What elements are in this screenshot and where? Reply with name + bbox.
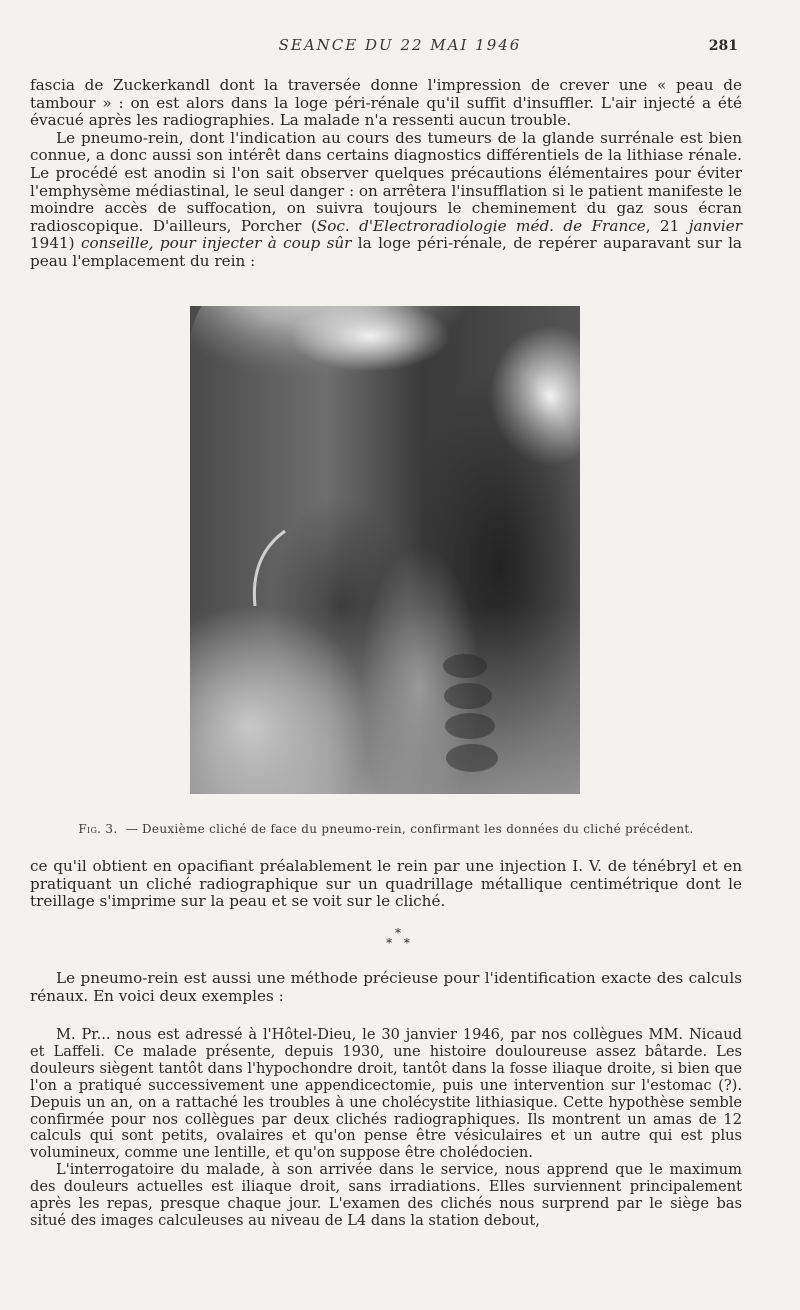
figure-caption-text: — Deuxième cliché de face du pneumo-rein, confirmant les données du cliché précédent. <box>125 822 694 836</box>
paragraph-calculs: Le pneumo-rein est aussi une méthode précieuse pour l'identification exacte des calculs rénaux. En voici deux exemples : <box>30 969 742 1005</box>
para2-start: Le pneumo-rein, dont l'indication au cours des tumeurs de la glande surrénale est bien connue, a donc aussi son intérêt dans certains diagnostics différentiels de la lithiase rénale. Le procédé est anodin si l'on sait observer quelques précautions élémentaires pour éviter l'emphysème médiastinal, le seul danger : on arrêtera l'insufflation si le patient manifeste le moindre accès de suffocation, on suivra toujours le cheminement du gaz sous écran radioscopique. D'ailleurs, Porcher ( <box>30 128 742 235</box>
page-number: 281 <box>708 38 738 54</box>
figure-label: Fig. 3. <box>78 822 118 836</box>
separator-top-star: * <box>395 926 405 940</box>
section-separator <box>0 928 800 948</box>
intro-text-block <box>30 970 742 1005</box>
para2-mid: , 21 <box>645 216 689 235</box>
reference-advice: conseille, pour injecter à coup sûr <box>80 234 352 253</box>
reference-month: janvier <box>688 216 742 235</box>
paragraph-pneumo-rein <box>30 130 742 271</box>
xray-image <box>190 306 580 794</box>
paragraph-case-history: M. Pr... nous est adressé à l'Hôtel-Dieu, le 30 janvier 1946, par nos collègues MM. Nicaud et Laffeli. Ce malade présente, depuis 1930, une histoire douloureuse assez bâtarde. Les douleurs siègent tantôt dans l'hypochondre droit, tantôt dans la fosse iliaque droite, si bien que l'on a pratiqué successivement une appendicectomie, puis une intervention sur l'estomac (?). Depuis un an, on a rattaché les troubles à une cholécystite lithiasique. Cette hypothèse semble confirmée pour nos collègues par deux clichés radiographiques. Ils montrent un amas de 12 calculs qui sont petits, ovalaires et qu'on pense être vésiculaires et un autre qui est plus volumineux, comme une lentille, et qu'on suppose être cholédocien. <box>30 1026 742 1162</box>
para2-end: la loge péri-rénale, de repérer auparavant sur la peau l'emplacement du rein : <box>30 234 742 270</box>
figure-caption <box>30 822 742 836</box>
paragraph-tenebryl: ce qu'il obtient en opacifiant préalablement le rein par une injection I. V. de ténébryl et en pratiquant un cliché radiographique sur un quadrillage métallique centimétrique dont le treillage s'imprime sur la peau et se voit sur le cliché. <box>30 857 742 911</box>
paragraph-fascia: fascia de Zuckerkandl dont la traversée donne l'impression de crever une « peau de tambour » : on est alors dans la loge péri-rénale qu'il suffit d'insuffler. L'air injecté a été évacué après les radiographies. La malade n'a ressenti aucun trouble. <box>30 76 742 130</box>
middle-text-block <box>30 858 742 911</box>
paragraph-interrogatoire: L'interrogatoire du malade, à son arrivée dans le service, nous apprend que le maximum des douleurs actuelles est iliaque droit, sans irradiations. Elles surviennent principalement après les repas, presque chaque jour. L'examen des clichés nous surprend par le siège bas situé des images calculeuses au niveau de L4 dans la station debout, <box>30 1161 742 1229</box>
para2-mid2: 1941) <box>30 234 81 253</box>
running-title: SEANCE DU 22 MAI 1946 <box>278 36 522 54</box>
xray-figure <box>190 306 580 794</box>
top-text-block <box>30 77 742 271</box>
case-text-block <box>30 1027 742 1230</box>
separator-bottom-stars: * * <box>386 936 414 950</box>
journal-reference: Soc. d'Electroradiologie méd. de France <box>316 216 646 235</box>
